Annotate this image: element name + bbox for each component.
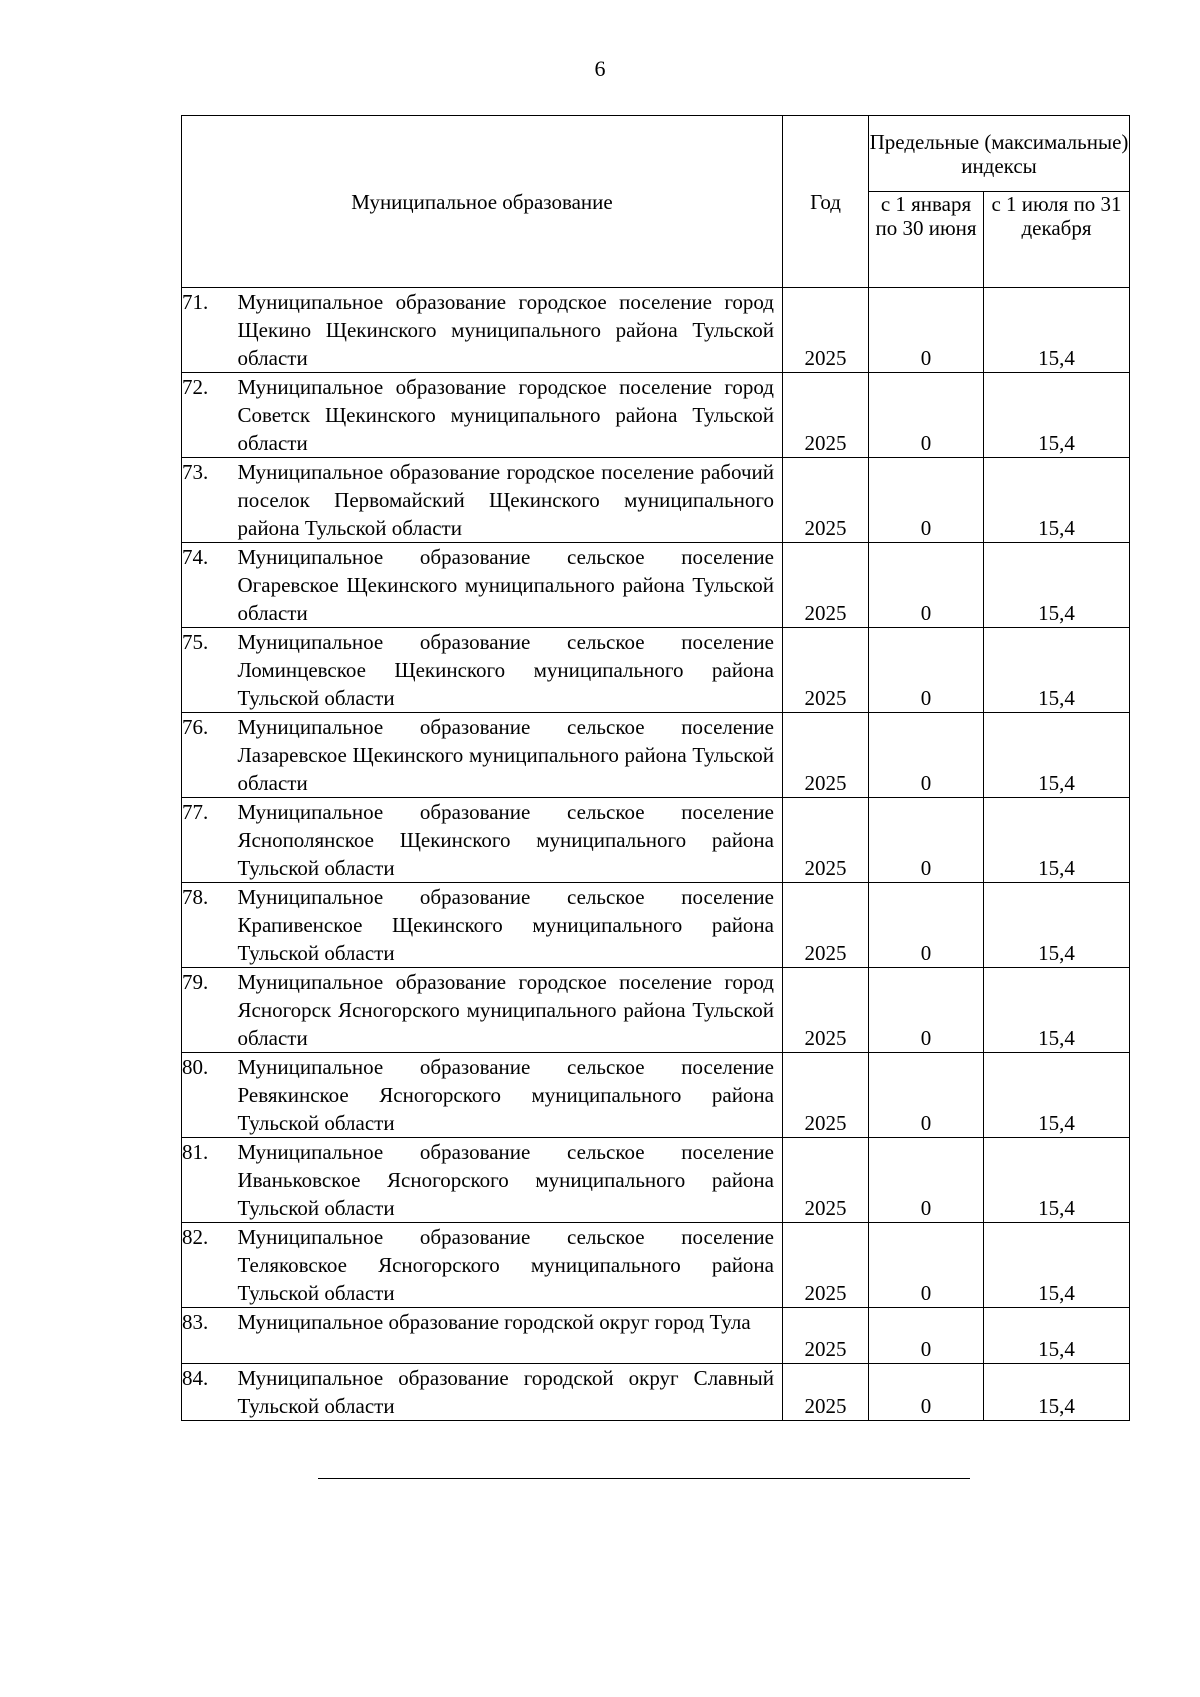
row-index-1: 0	[869, 288, 984, 373]
row-year: 2025	[783, 1053, 869, 1138]
row-municipality-cell	[238, 1223, 783, 1308]
row-municipality-cell	[238, 1364, 783, 1421]
table-row	[182, 543, 1130, 628]
table-row	[182, 713, 1130, 798]
row-municipality-cell	[238, 1138, 783, 1223]
row-number: 84.	[182, 1364, 238, 1421]
row-number: 78.	[182, 883, 238, 968]
row-municipality-name: Муниципальное образование сельское поселение Ломинцевское Щекинского муниципального района Тульской области	[237, 630, 774, 710]
table-row	[182, 1138, 1130, 1223]
row-municipality-name: Муниципальное образование городской округ Славный Тульской области	[237, 1366, 774, 1418]
row-municipality-cell	[238, 458, 783, 543]
row-municipality-name: Муниципальное образование городское поселение город Советск Щекинского муниципального района Тульской области	[237, 375, 774, 455]
row-year: 2025	[783, 458, 869, 543]
row-number: 74.	[182, 543, 238, 628]
row-municipality-cell	[238, 628, 783, 713]
row-municipality-name: Муниципальное образование городское поселение город Ясногорск Ясногорского муниципального района Тульской области	[237, 970, 774, 1050]
row-number: 76.	[182, 713, 238, 798]
row-municipality-cell	[238, 713, 783, 798]
header-period-2: с 1 июля по 31 декабря	[984, 192, 1130, 288]
row-year: 2025	[783, 1138, 869, 1223]
row-municipality-cell	[238, 373, 783, 458]
row-index-1: 0	[869, 713, 984, 798]
row-index-1: 0	[869, 798, 984, 883]
row-number: 83.	[182, 1308, 238, 1364]
row-index-1: 0	[869, 543, 984, 628]
table-row	[182, 1364, 1130, 1421]
row-number: 75.	[182, 628, 238, 713]
table-row	[182, 373, 1130, 458]
row-year: 2025	[783, 1308, 869, 1364]
row-municipality-cell	[238, 968, 783, 1053]
row-year: 2025	[783, 373, 869, 458]
row-municipality-name: Муниципальное образование сельское поселение Ревякинское Ясногорского муниципального района Тульской области	[237, 1055, 774, 1135]
row-number: 79.	[182, 968, 238, 1053]
row-index-1: 0	[869, 373, 984, 458]
page-number: 6	[594, 56, 606, 81]
header-period-1: с 1 января по 30 июня	[869, 192, 984, 288]
row-number: 82.	[182, 1223, 238, 1308]
row-number: 77.	[182, 798, 238, 883]
row-index-2: 15,4	[984, 968, 1130, 1053]
row-index-2: 15,4	[984, 543, 1130, 628]
row-index-1: 0	[869, 628, 984, 713]
row-municipality-cell	[238, 1053, 783, 1138]
row-index-2: 15,4	[984, 373, 1130, 458]
row-index-2: 15,4	[984, 628, 1130, 713]
row-index-1: 0	[869, 1053, 984, 1138]
header-year: Год	[783, 116, 869, 288]
row-number: 73.	[182, 458, 238, 543]
row-year: 2025	[783, 628, 869, 713]
table-row	[182, 1223, 1130, 1308]
row-municipality-name: Муниципальное образование сельское поселение Яснополянское Щекинского муниципального района Тульской области	[237, 800, 774, 880]
table-row	[182, 883, 1130, 968]
row-municipality-cell	[238, 543, 783, 628]
header-indices-group: Предельные (максимальные) индексы	[869, 116, 1130, 192]
row-year: 2025	[783, 883, 869, 968]
row-index-2: 15,4	[984, 883, 1130, 968]
row-year: 2025	[783, 1364, 869, 1421]
row-year: 2025	[783, 798, 869, 883]
row-municipality-cell	[238, 288, 783, 373]
row-index-2: 15,4	[984, 458, 1130, 543]
row-index-1: 0	[869, 458, 984, 543]
row-municipality-name: Муниципальное образование сельское поселение Лазаревское Щекинского муниципального района Тульской области	[237, 715, 774, 795]
row-municipality-name: Муниципальное образование сельское поселение Крапивенское Щекинского муниципального района Тульской области	[237, 885, 774, 965]
row-municipality-name: Муниципальное образование сельское поселение Огаревское Щекинского муниципального района Тульской области	[237, 545, 774, 625]
row-year: 2025	[783, 543, 869, 628]
row-municipality-cell	[238, 1308, 783, 1364]
row-municipality-name: Муниципальное образование городское поселение рабочий поселок Первомайский Щекинского муниципального района Тульской области	[237, 460, 774, 540]
row-year: 2025	[783, 968, 869, 1053]
row-index-2: 15,4	[984, 1223, 1130, 1308]
table-body	[182, 288, 1130, 1421]
row-year: 2025	[783, 1223, 869, 1308]
table-row	[182, 458, 1130, 543]
row-index-1: 0	[869, 1308, 984, 1364]
row-number: 72.	[182, 373, 238, 458]
row-municipality-name: Муниципальное образование городской округ город Тула	[237, 1310, 751, 1334]
row-index-2: 15,4	[984, 1138, 1130, 1223]
row-index-1: 0	[869, 1223, 984, 1308]
row-index-2: 15,4	[984, 1364, 1130, 1421]
table-row	[182, 628, 1130, 713]
row-index-1: 0	[869, 883, 984, 968]
row-municipality-name: Муниципальное образование сельское поселение Теляковское Ясногорского муниципального района Тульской области	[237, 1225, 774, 1305]
table-row	[182, 288, 1130, 373]
row-municipality-name: Муниципальное образование городское поселение город Щекино Щекинского муниципального района Тульской области	[237, 290, 774, 370]
row-index-1: 0	[869, 1138, 984, 1223]
table-row	[182, 968, 1130, 1053]
row-municipality-cell	[238, 798, 783, 883]
row-index-2: 15,4	[984, 1053, 1130, 1138]
table-row	[182, 798, 1130, 883]
row-index-1: 0	[869, 968, 984, 1053]
row-year: 2025	[783, 713, 869, 798]
row-municipality-cell	[238, 883, 783, 968]
row-municipality-name: Муниципальное образование сельское поселение Иваньковское Ясногорского муниципального района Тульской области	[237, 1140, 774, 1220]
footer-divider	[318, 1478, 970, 1479]
row-index-2: 15,4	[984, 1308, 1130, 1364]
row-index-2: 15,4	[984, 288, 1130, 373]
indices-table	[181, 115, 1130, 1421]
row-index-2: 15,4	[984, 713, 1130, 798]
row-index-1: 0	[869, 1364, 984, 1421]
row-number: 81.	[182, 1138, 238, 1223]
row-number: 71.	[182, 288, 238, 373]
row-index-2: 15,4	[984, 798, 1130, 883]
row-year: 2025	[783, 288, 869, 373]
table-row	[182, 1053, 1130, 1138]
table-row	[182, 1308, 1130, 1364]
row-number: 80.	[182, 1053, 238, 1138]
header-municipality: Муниципальное образование	[182, 116, 783, 288]
